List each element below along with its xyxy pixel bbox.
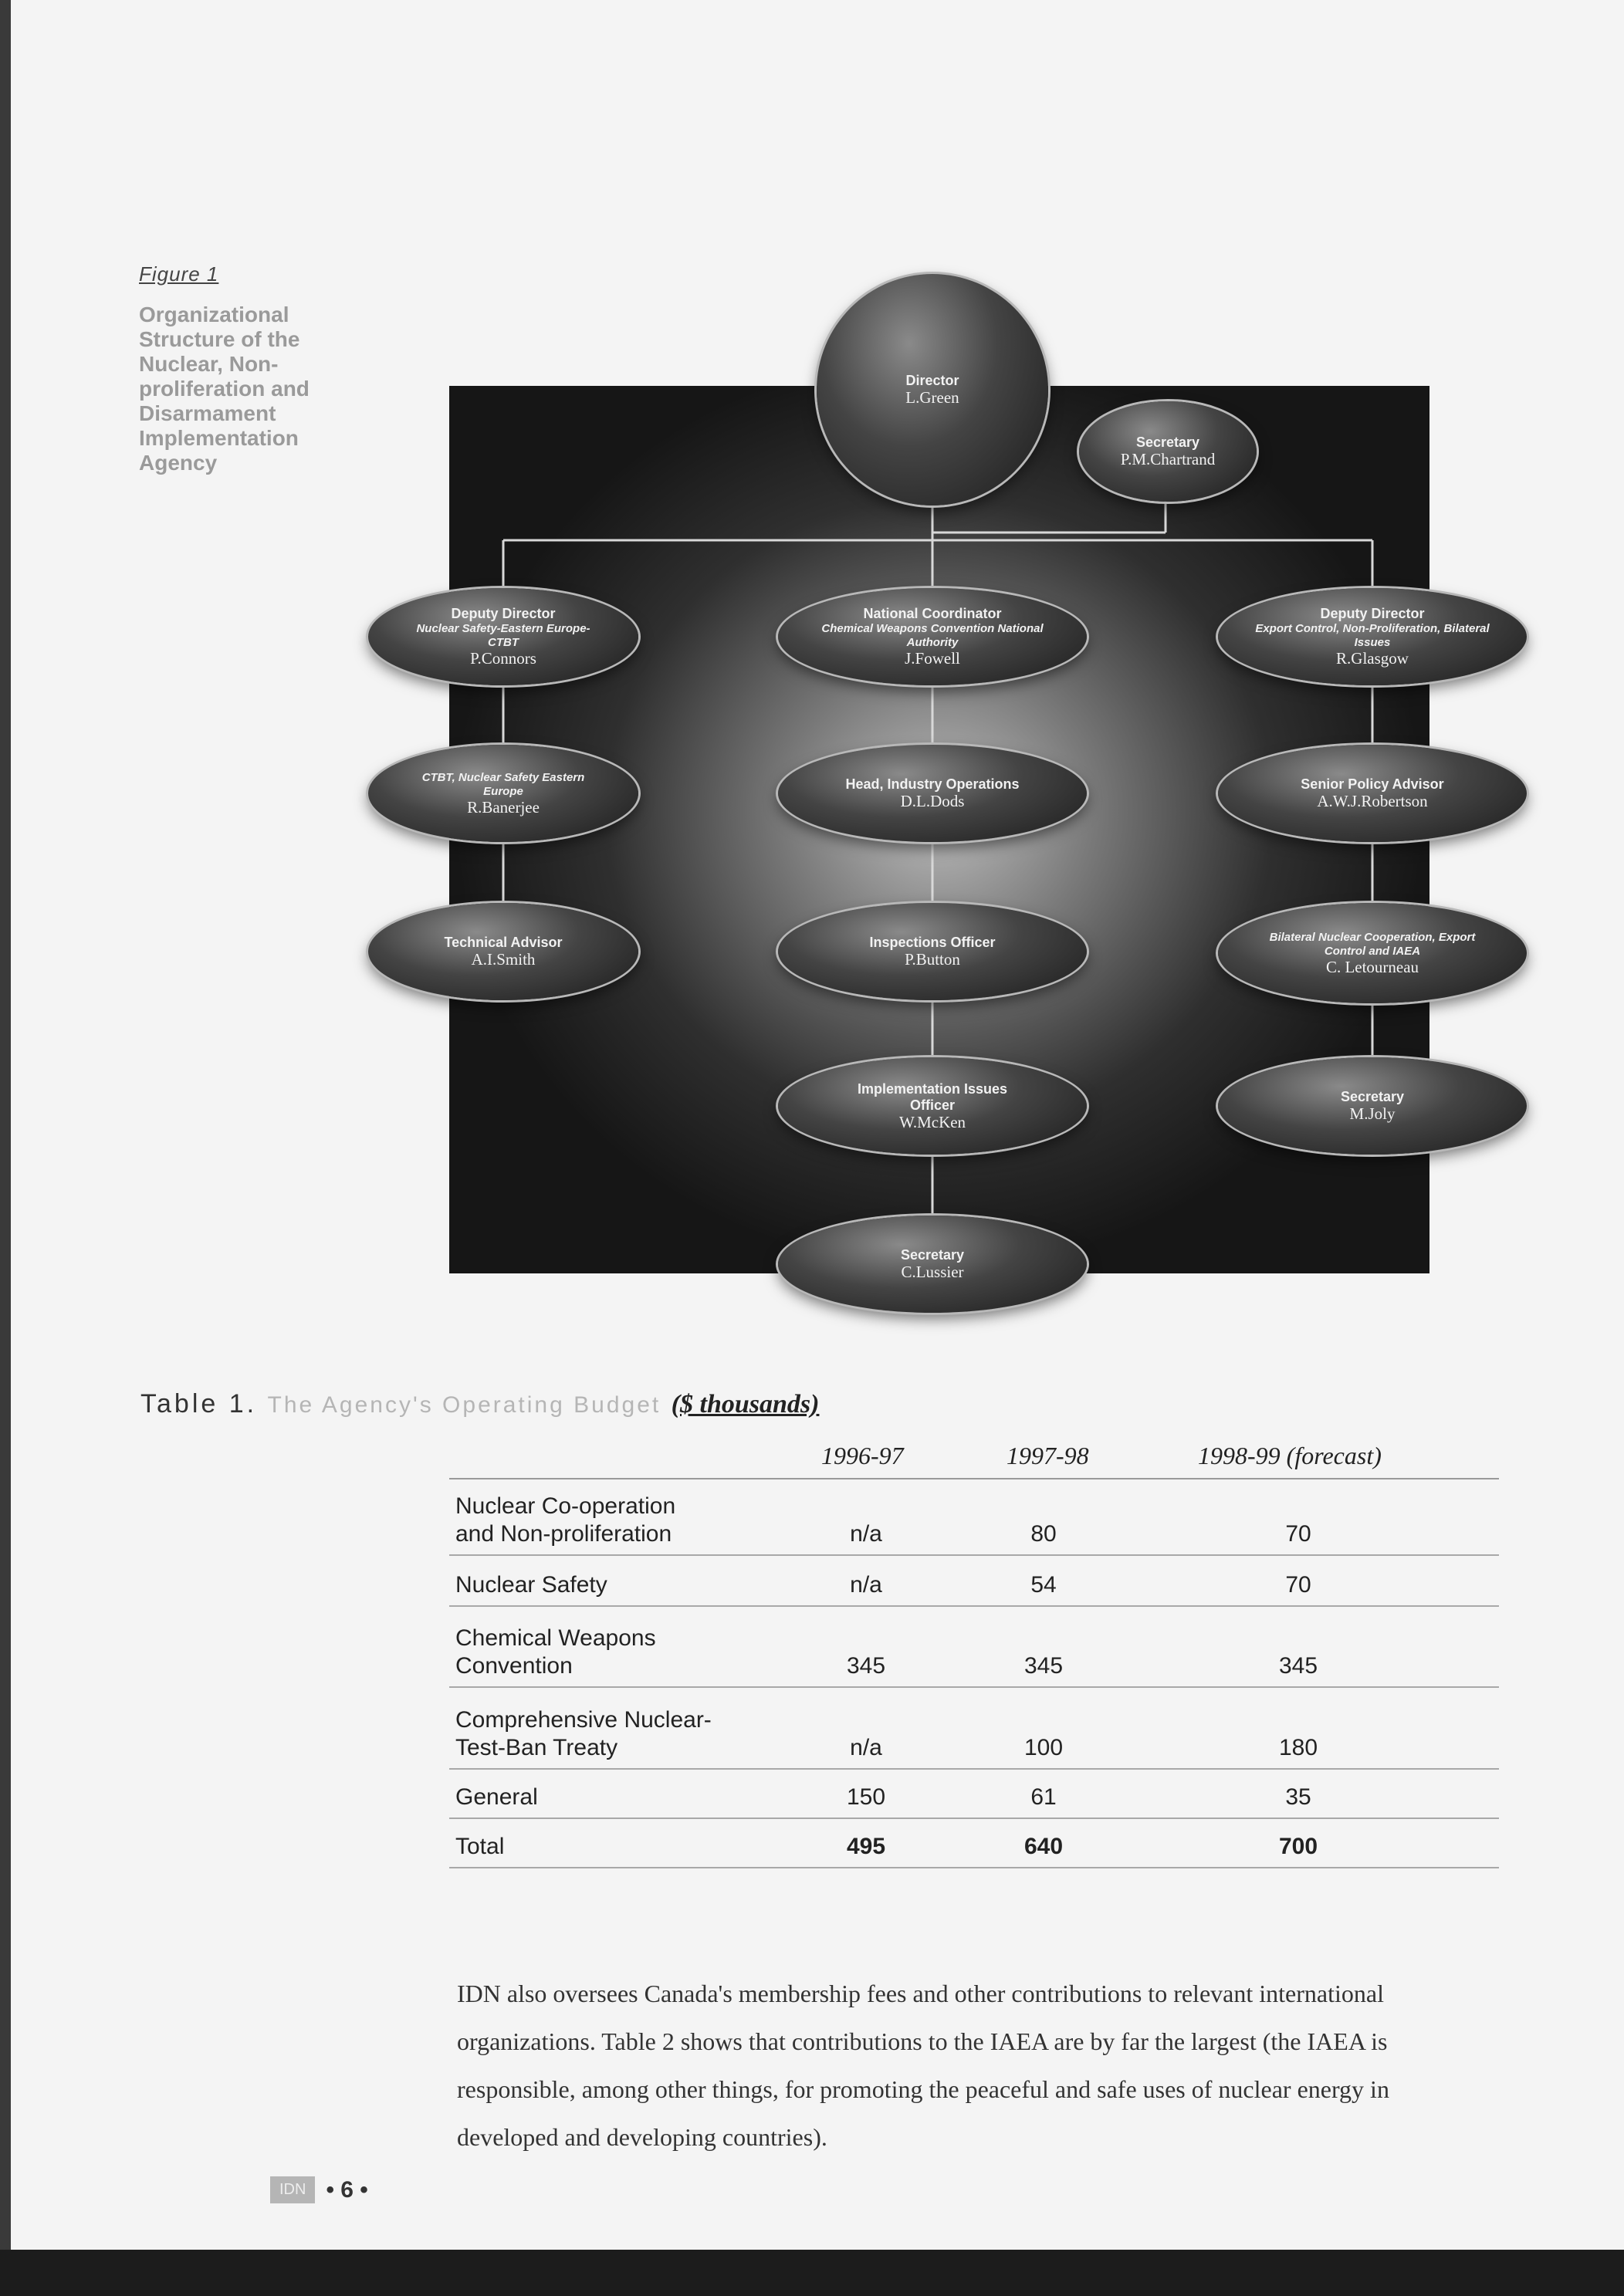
cell-1996-97: 150 (846, 1784, 886, 1810)
cell-1996-97: n/a (850, 1735, 882, 1760)
cell-1996-97: 495 (846, 1834, 886, 1859)
node-sub: Export Control, Non-Proliferation, Bilateral Issues (1255, 622, 1490, 649)
node-person: J.Fowell (905, 649, 960, 668)
table-row (449, 1688, 1499, 1770)
org-node-left-1 (368, 588, 638, 685)
org-node-director (817, 274, 1048, 506)
cell-1998-99: 70 (1285, 1572, 1311, 1598)
table-row (449, 1556, 1499, 1607)
table-caption-main: Table 1. (140, 1389, 258, 1419)
row-label: Comprehensive Nuclear- Test-Ban Treaty (455, 1707, 712, 1760)
node-person: A.I.Smith (471, 950, 536, 969)
table-caption-unit: ($ thousands) (671, 1390, 820, 1419)
body-paragraph: IDN also oversees Canada's membership fees and other contributions to relevant international organizations. Table 2 shows that contributions to the IAEA are by far the largest (the IAEA is responsible, among other things, for promoting the peaceful and safe uses of nuclear energy in developed and developing countries). (457, 1980, 1389, 2151)
node-role: Senior Policy Advisor (1301, 776, 1444, 792)
page-number: • 6 • (326, 2176, 368, 2203)
column-header-1997-98: 1997-98 (1007, 1442, 1089, 1469)
table-row-total (449, 1819, 1499, 1868)
cell-1998-99: 345 (1278, 1653, 1318, 1679)
cell-1997-98: 345 (1023, 1653, 1064, 1679)
node-sub: Bilateral Nuclear Cooperation, Export Control and IAEA (1269, 930, 1476, 958)
page-spine (0, 0, 11, 2296)
cell-1996-97: n/a (850, 1521, 882, 1547)
page-footer (270, 2176, 368, 2203)
table-caption-title: The Agency's Operating Budget (267, 1392, 661, 1418)
org-node-right-3 (1218, 903, 1527, 1003)
org-node-center-2 (778, 745, 1087, 842)
node-person: W.McKen (898, 1112, 966, 1131)
row-label: Chemical Weapons Convention (455, 1625, 656, 1679)
node-person: C.Lussier (901, 1263, 964, 1281)
org-node-center-3 (778, 903, 1087, 1000)
cell-1998-99: 35 (1285, 1784, 1311, 1810)
node-role: Technical Advisor (444, 935, 563, 950)
node-sub: Chemical Weapons Convention National Authority (821, 622, 1044, 649)
node-role: Director (905, 373, 959, 388)
node-person: P.M.Chartrand (1120, 450, 1216, 468)
node-person: C. Letourneau (1325, 957, 1419, 976)
node-person: M.Joly (1349, 1104, 1396, 1123)
cell-1998-99: 700 (1278, 1834, 1318, 1859)
row-label: Nuclear Co-operation and Non-proliferation (455, 1493, 676, 1547)
column-header-1996-97: 1996-97 (821, 1442, 904, 1469)
node-role: Head, Industry Operations (845, 776, 1020, 792)
row-label: General (455, 1784, 538, 1810)
org-node-center-4 (778, 1057, 1087, 1155)
bottom-edge (0, 2250, 1624, 2296)
node-person: R.Banerjee (467, 797, 540, 817)
node-role: National Coordinator (863, 606, 1002, 621)
table-row (449, 1770, 1499, 1819)
node-sub: Nuclear Safety-Eastern Europe-CTBT (416, 622, 590, 649)
cell-1997-98: 61 (1030, 1784, 1057, 1810)
node-role: Secretary (1135, 435, 1200, 450)
node-role: Secretary (900, 1247, 965, 1263)
node-sub: CTBT, Nuclear Safety Eastern Europe (421, 770, 585, 798)
org-node-center-5 (778, 1216, 1087, 1313)
row-label: Nuclear Safety (455, 1572, 607, 1598)
cell-1998-99: 180 (1278, 1735, 1318, 1760)
org-node-center-1 (778, 588, 1087, 685)
table-row (449, 1479, 1499, 1556)
column-header-1998-99: 1998-99 (forecast) (1198, 1442, 1382, 1469)
node-role: Implementation Issues Officer (857, 1080, 1008, 1113)
figure-title: Organizational Structure of the Nuclear, Non-proliferation and Disarmament Implementation Agency (139, 303, 310, 475)
node-person: R.Glasgow (1336, 649, 1409, 668)
node-person: A.W.J.Robertson (1317, 792, 1428, 810)
node-person: P.Button (905, 950, 960, 969)
cell-1998-99: 70 (1285, 1521, 1311, 1547)
org-node-left-2 (368, 745, 638, 842)
node-role: Deputy Director (1320, 606, 1425, 621)
org-node-left-3 (368, 903, 638, 1000)
node-person: D.L.Dods (900, 792, 965, 810)
table-caption (140, 1389, 819, 1419)
node-person: P.Connors (470, 649, 536, 668)
node-role: Deputy Director (451, 606, 556, 621)
org-node-right-4 (1218, 1057, 1527, 1155)
cell-1996-97: n/a (850, 1572, 882, 1598)
node-person: L.Green (905, 388, 959, 407)
footer-tag: IDN (270, 2176, 315, 2203)
cell-1997-98: 100 (1023, 1735, 1064, 1760)
cell-1997-98: 640 (1023, 1834, 1064, 1859)
cell-1996-97: 345 (846, 1653, 886, 1679)
org-node-right-2 (1218, 745, 1527, 842)
cell-1997-98: 80 (1030, 1521, 1057, 1547)
table-row (449, 1607, 1499, 1688)
row-label: Total (455, 1834, 505, 1859)
org-node-right-1 (1218, 588, 1527, 685)
cell-1997-98: 54 (1030, 1572, 1057, 1598)
node-role: Secretary (1340, 1089, 1405, 1104)
node-role: Inspections Officer (869, 935, 996, 950)
org-node-secretary-top (1079, 401, 1257, 502)
figure-label: Figure 1 (139, 262, 219, 286)
